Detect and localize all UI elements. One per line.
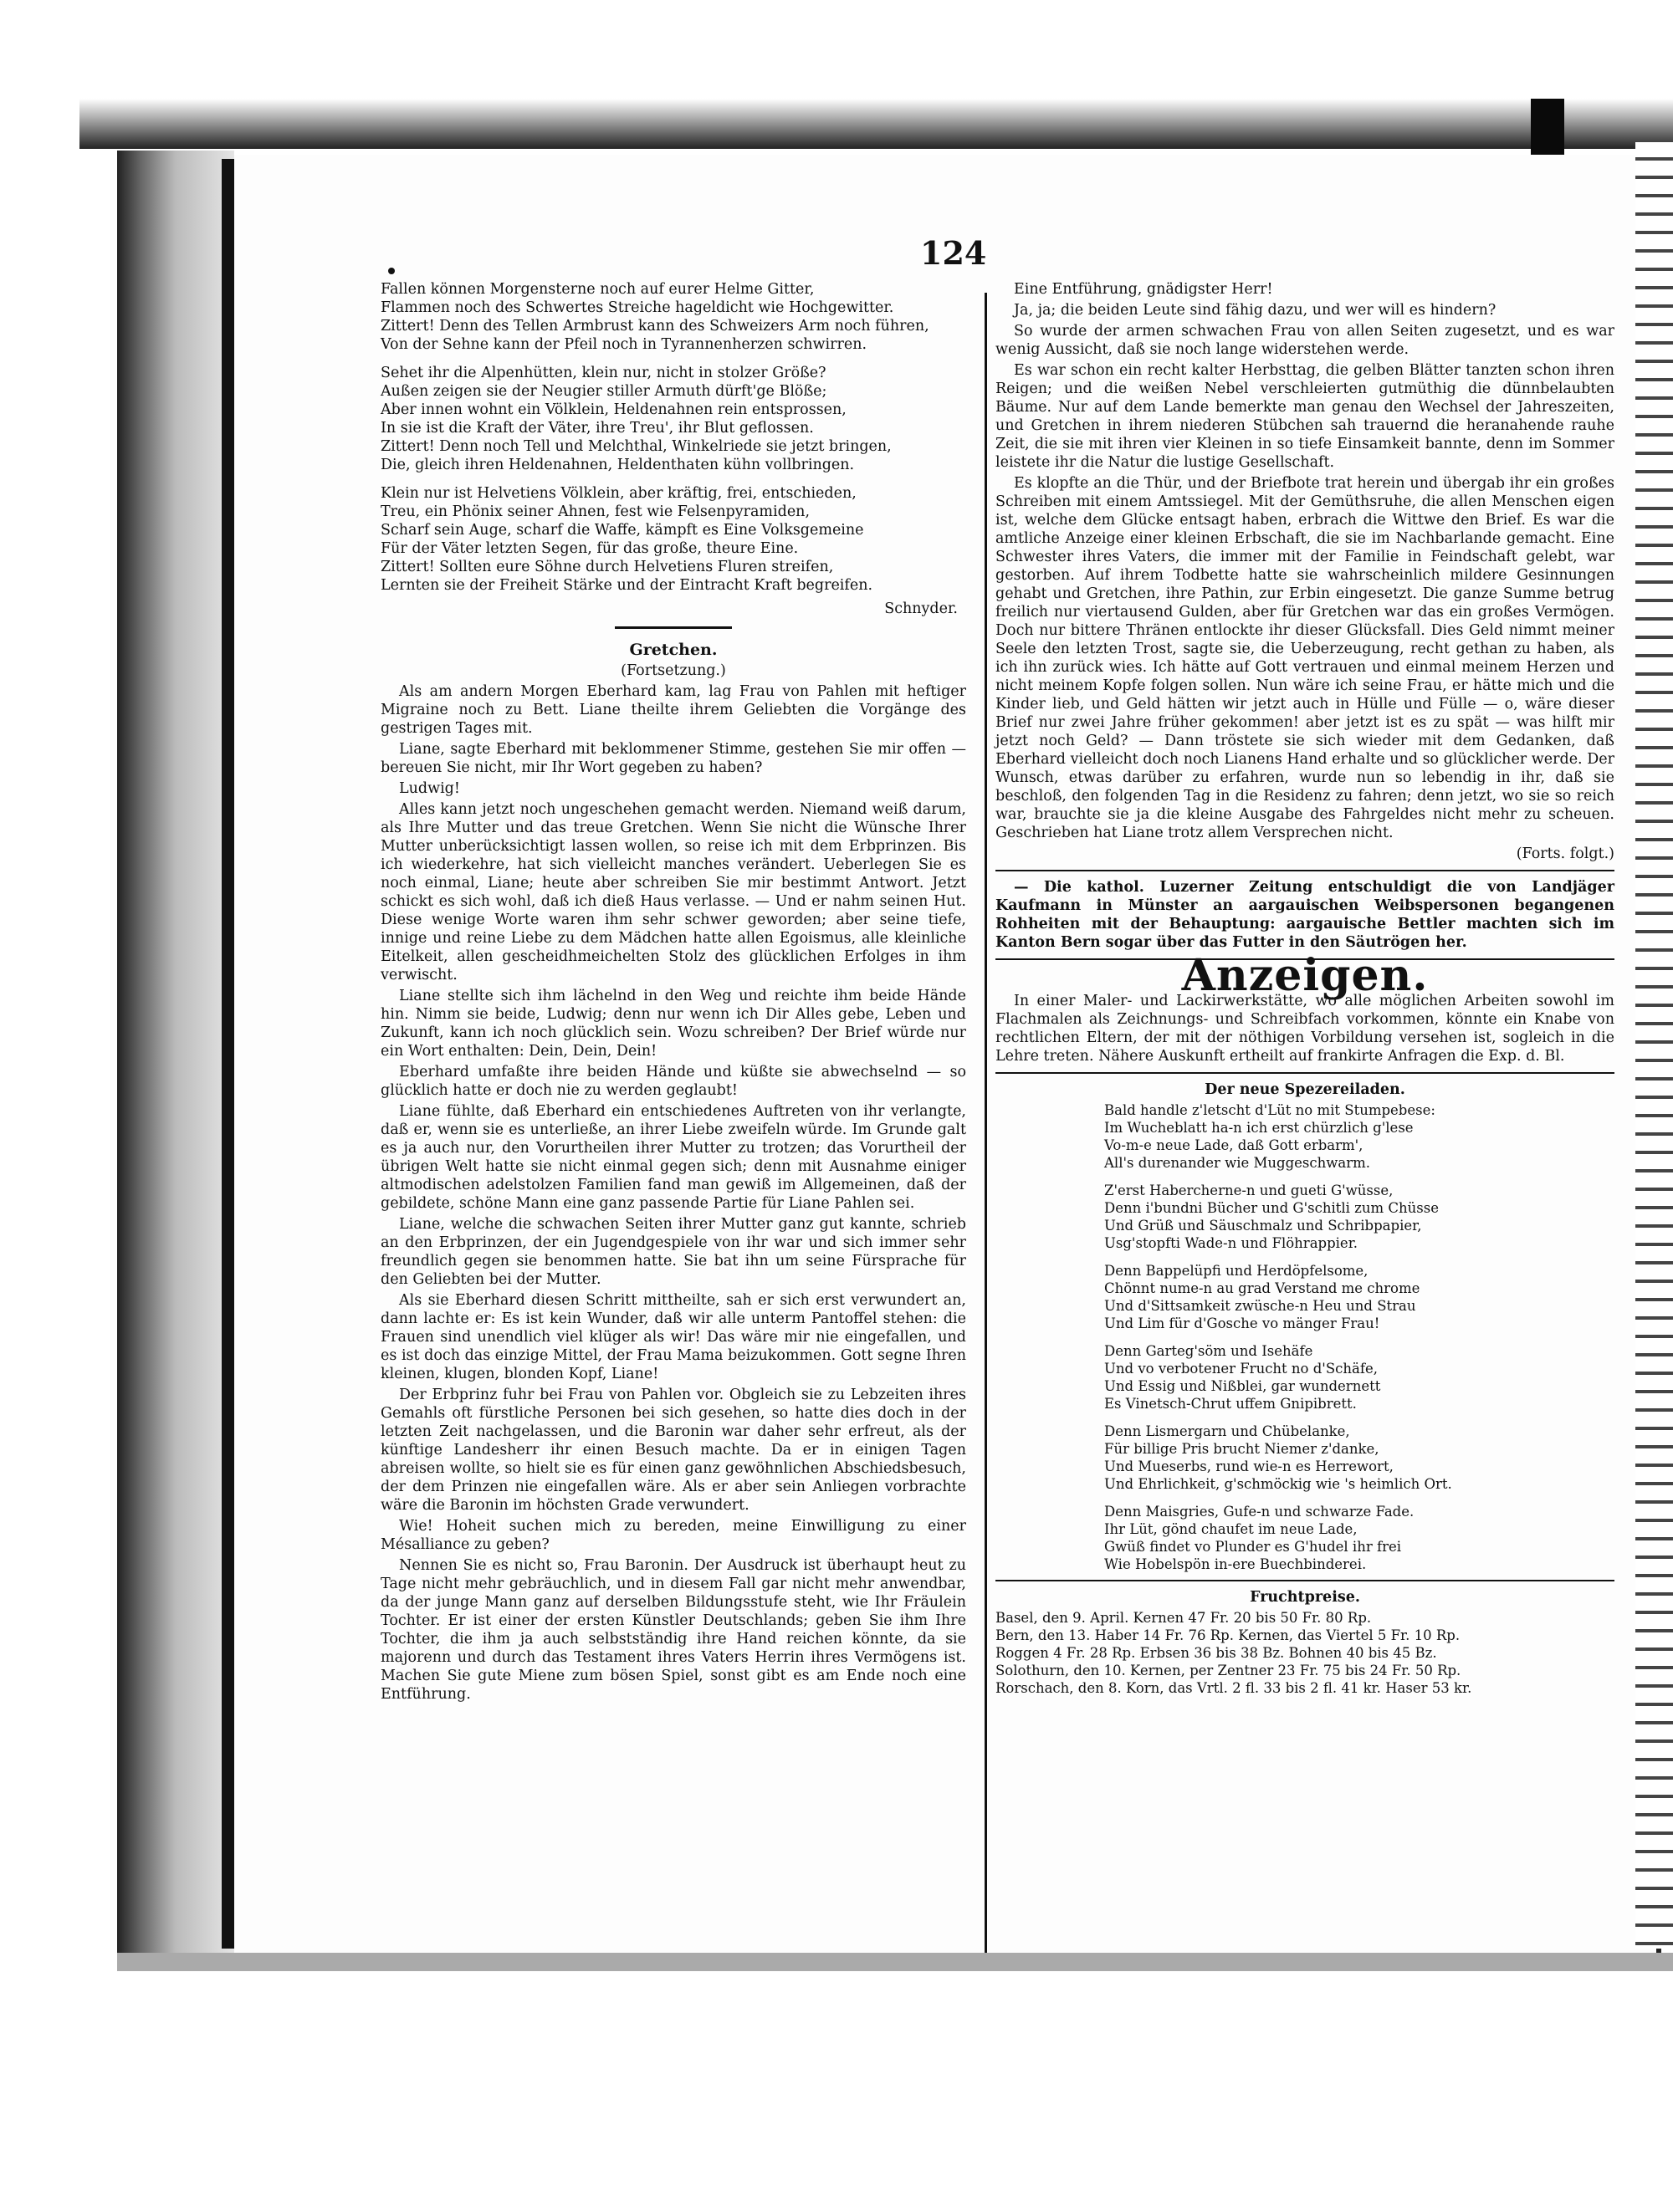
verse-line: Vo-m-e neue Lade, daß Gott erbarm', xyxy=(1104,1137,1363,1153)
market-title: Fruchtpreise. xyxy=(1250,1589,1360,1606)
market-line: Rorschach, den 8. Korn, das Vrtl. 2 fl. 33 bis 2 fl. 41 kr. Haser 53 kr. xyxy=(995,1680,1472,1696)
market-line: Solothurn, den 10. Kernen, per Zentner 23 Fr. 75 bis 24 Fr. 50 Rp. xyxy=(995,1663,1461,1678)
section-rule xyxy=(995,870,1614,871)
market-line: Basel, den 9. April. Kernen 47 Fr. 20 bis 50 Fr. 80 Rp. xyxy=(995,1610,1372,1626)
adjacent-page-edge xyxy=(1635,142,1673,1949)
verse-line: Und vo verbotener Frucht no d'Schäfe, xyxy=(1104,1361,1378,1377)
verse-line: Und Essig und Nißblei, gar wundernett xyxy=(1104,1378,1381,1394)
verse-line: Denn Bappelüpfi und Herdöpfelsome, xyxy=(1104,1263,1369,1279)
poem-signature: Schnyder. xyxy=(884,600,958,617)
section-rule xyxy=(995,1580,1614,1581)
verse-line: Für der Väter letzten Segen, für das große, theure Eine. xyxy=(381,540,799,557)
verse-line: Scharf sein Auge, scharf die Waffe, kämpft es Eine Volksgemeine xyxy=(381,522,864,539)
ads-title: Anzeigen. xyxy=(1181,950,1429,1001)
verse-line: Lernten sie der Freiheit Stärke und der Eintracht Kraft begreifen. xyxy=(381,577,873,594)
section-rule xyxy=(995,1072,1614,1074)
story-left-text xyxy=(381,682,966,1704)
verse-line: Zittert! Denn des Tellen Armbrust kann des Schweizers Arm noch führen, xyxy=(381,318,929,335)
story-title: Gretchen. xyxy=(629,641,718,659)
verse-line: Und Ehrlichkeit, g'schmöckig wie 's heimlich Ort. xyxy=(1104,1476,1452,1492)
shop-title: Der neue Spezereiladen. xyxy=(1205,1081,1405,1098)
paragraph: Als sie Eberhard diesen Schritt mittheilte, sah er sich erst verwundert an, dann lachte er: Es ist kein Wunder, daß wir alle unterm Pantoffel stehen: die Frauen sind unendlich viel klüger als wir! Das wäre mir nie eingefallen, und es ist doch das einzige Mittel, der Frau Mama beizukommen. Gott segne Ihren kleinen, klugen, blonden Kopf, Liane! xyxy=(381,1292,966,1382)
verse-line: Z'erst Habercherne-n und gueti G'wüsse, xyxy=(1104,1183,1394,1198)
story-subtitle: (Fortsetzung.) xyxy=(621,662,726,679)
stanza-gap xyxy=(1104,1413,1614,1423)
verse-line: Die, gleich ihren Heldenahnen, Heldenthaten kühn vollbringen. xyxy=(381,457,855,473)
paragraph: Liane, sagte Eberhard mit beklommener Stimme, gestehen Sie mir offen — bereuen Sie nicht, mir Ihr Wort gegeben zu haben? xyxy=(381,741,966,776)
book-spine xyxy=(117,151,234,1957)
paragraph: Es war schon ein recht kalter Herbsttag, die gelben Blätter tanzten schon ihren Reigen; und die weißen Nebel verschleierten gutmüthig die dünnbelaubten Bäume. Nur auf dem Lande bemerkte man genau den Wechsel der Jahreszeiten, und Gretchen in ihrem niederen Stübchen sah trauernd die heranahende rauhe Zeit, die sie mit ihren vier Kleinen in so tiefe Einsamkeit bannte, denn im Sommer leistete ihr die Natur die lustige Gesellschaft. xyxy=(995,362,1614,471)
section-rule xyxy=(615,626,732,629)
right-column xyxy=(995,280,1614,1697)
paragraph: Alles kann jetzt noch ungeschehen gemacht werden. Niemand weiß darum, als Ihre Mutter und das treue Gretchen. Wenn Sie nicht die Wünsche Ihrer Mutter unberücksichtigt lassen wollen, so reise ich mit dem Erbprinzen. Bis ich wiederkehre, hat sich vielleicht manches verändert. Ueberlegen Sie es noch einmal, Liane; heute aber schreiben Sie mir bestimmt Antwort. Jetzt schickt es sich wohl, daß ich dieß Haus verlasse. — Und er nahm seinen Hut. Diese wenige Worte waren ihm sehr schwer geworden; aber seine tiefe, innige und reine Liebe zu dem Mädchen hatte allen Egoismus, alle kleinliche Eitelkeit, allen gescheidhmeichelten Stolz des glücklichen Erfolges in ihm verwischt. xyxy=(381,801,966,983)
verse-line: Fallen können Morgensterne noch auf eurer Helme Gitter, xyxy=(381,281,815,298)
verse-line: All's durenander wie Muggeschwarm. xyxy=(1104,1155,1371,1171)
verse-line: Im Wucheblatt ha-n ich erst chürzlich g'lese xyxy=(1104,1120,1414,1136)
stanza-gap xyxy=(1104,1252,1614,1262)
verse-line: Flammen noch des Schwertes Streiche hageldicht wie Hochgewitter. xyxy=(381,299,894,316)
verse-line: Wie Hobelspön in-ere Buechbinderei. xyxy=(1104,1556,1367,1572)
verse-line: Bald handle z'letscht d'Lüt no mit Stumpebese: xyxy=(1104,1102,1435,1118)
story-right-text xyxy=(995,280,1614,842)
page-number: 124 xyxy=(920,234,987,272)
verse-line: Aber innen wohnt ein Völklein, Heldenahnen rein entsprossen, xyxy=(381,401,847,418)
verse-line: Chönnt nume-n au grad Verstand me chrome xyxy=(1104,1280,1420,1296)
stanza-gap xyxy=(1104,1172,1614,1182)
market-line: Roggen 4 Fr. 28 Rp. Erbsen 36 bis 38 Bz. Bohnen 40 bis 45 Bz. xyxy=(995,1645,1437,1661)
verse-line: Für billige Pris brucht Niemer z'danke, xyxy=(1104,1441,1379,1457)
verse-line: In sie ist die Kraft der Väter, ihre Treu', ihr Blut geflossen. xyxy=(381,420,814,437)
paragraph: Eberhard umfaßte ihre beiden Hände und küßte sie abwechselnd — so glücklich hatte er doch nie zu werden geglaubt! xyxy=(381,1064,966,1099)
verse-line: Zittert! Denn noch Tell und Melchthal, Winkelriede sie jetzt bringen, xyxy=(381,438,892,455)
verse-line: Es Vinetsch-Chrut uffem Gnipibrett. xyxy=(1104,1396,1357,1412)
verse-line: Denn Maisgries, Gufe-n und schwarze Fade. xyxy=(1104,1504,1415,1520)
shop-poem xyxy=(1104,1101,1614,1573)
left-column xyxy=(381,280,966,1706)
verse-line: Ihr Lüt, gönd chaufet im neue Lade, xyxy=(1104,1521,1358,1537)
apprentice-ad: In einer Maler- und Lackirwerkstätte, wo alle möglichen Arbeiten sowohl im Flachmalen als Zeichnungs- und Schreibfach vorkommen, könnte ein Knabe von rechtlichen Eltern, der mit der nöthigen Vorbildung versehen ist, sogleich in die Lehre treten. Nähere Auskunft ertheilt auf frankirte Anfragen die Exp. d. Bl. xyxy=(995,993,1614,1065)
paragraph: Liane, welche die schwachen Seiten ihrer Mutter ganz gut kannte, schrieb an den Erbprinzen, der ein Jugendgespiele von ihr war und sich immer sehr freundlich gegen sie benommen hatte. Sie bat ihn um seine Fürsprache für den Geliebten bei der Mutter. xyxy=(381,1216,966,1288)
column-divider xyxy=(985,293,987,1953)
scan-shadow-bottom xyxy=(117,1953,1673,1971)
stanza-gap xyxy=(1104,1332,1614,1342)
ink-dot xyxy=(388,268,395,274)
poem xyxy=(381,280,966,595)
verse-line: Und Mueserbs, rund wie-n es Herrewort, xyxy=(1104,1458,1394,1474)
verse-line: Denn i'bundni Bücher und G'schitli zum Chüsse xyxy=(1104,1200,1439,1216)
paragraph: Wie! Hoheit suchen mich zu bereden, meine Einwilligung zu einer Mésalliance zu geben? xyxy=(381,1518,966,1553)
stanza-gap xyxy=(381,474,966,484)
verse-line: Und Grüß und Säuschmalz und Schribpapier, xyxy=(1104,1218,1422,1234)
paragraph: Der Erbprinz fuhr bei Frau von Pahlen vor. Obgleich sie zu Lebzeiten ihres Gemahls oft fürstliche Personen bei sich gesehen, so hatte dies doch in der letzten Zeit nachgelassen, und die Baronin war daher sehr erfreut, als der künftige Landesherr ihr einen Besuch machte. Da er in einigen Tagen abreisen wollte, so hielt sie es für einen ganz gewöhnlichen Abschiedsbesuch, der dem Prinzen nie eingefallen wäre. Als er aber sein Anliegen vorbrachte wäre die Baronin im höchsten Grade verwundert. xyxy=(381,1387,966,1514)
verse-line: Zittert! Sollten eure Söhne durch Helvetiens Fluren streifen, xyxy=(381,559,834,575)
paragraph: Nennen Sie es nicht so, Frau Baronin. Der Ausdruck ist überhaupt heut zu Tage nicht mehr gebräuchlich, und in diesem Fall gar nicht mehr anwendbar, da der junge Mann ganz auf derselben Bildungsstufe steht, wie Ihr Fräulein Tochter. Er ist einer der ersten Künstler Deutschlands; geben Sie ihm Ihre Tochter, die ihm ja auch selbstständig ihre Hand reichen könnte, da sie majorenn und durch das Testament ihres Vaters Herrin ihres Vermögens ist. Machen Sie gute Miene zum bösen Spiel, sonst gibt es am Ende noch eine Entführung. xyxy=(381,1557,966,1703)
stanza-gap xyxy=(381,354,966,364)
stanza-gap xyxy=(1104,1493,1614,1503)
paragraph: Ja, ja; die beiden Leute sind fähig dazu, und wer will es hindern? xyxy=(1014,302,1496,319)
paragraph: So wurde der armen schwachen Frau von allen Seiten zugesetzt, und es war wenig Aussicht, daß sie noch lange widerstehen werde. xyxy=(995,323,1614,358)
verse-line: Und d'Sittsamkeit zwüsche-n Heu und Strau xyxy=(1104,1298,1416,1314)
paragraph: Liane fühlte, daß Eberhard ein entschiedenes Auftreten von ihr verlangte, daß er, wenn sie es unterließe, an ihrer Liebe zweifeln würde. Im Grunde galt es ja auch nur, den Vorurtheilen ihrer Mutter zu trotzen; das Vorurtheil der übrigen Welt hatte sie nicht einmal gegen sich; denn mit Ausnahme einiger altmodischen adelstolzen Familien fand man gewiß im Allgemeinen, daß der gebildete, schöne Mann eine ganz passende Partie für Liane Pahlen sei. xyxy=(381,1103,966,1212)
verse-line: Außen zeigen sie der Neugier stiller Armuth dürft'ge Blöße; xyxy=(381,383,827,400)
verse-line: Sehet ihr die Alpenhütten, klein nur, nicht in stolzer Größe? xyxy=(381,365,826,381)
verse-line: Treu, ein Phönix seiner Ahnen, fest wie Felsenpyramiden, xyxy=(381,503,811,520)
scan-shadow-top xyxy=(79,99,1673,149)
paragraph: Liane stellte sich ihm lächelnd in den Weg und reichte ihm beide Hände hin. Nimm sie beide, Ludwig; denn nur wenn ich Dir Alles gebe, Leben und Zukunft, kann ich noch glücklich sein. Wozu schreiben? Der Brief würde nur ein Wort enthalten: Dein, Dein, Dein! xyxy=(381,988,966,1060)
story-continuation: (Forts. folgt.) xyxy=(1516,845,1614,862)
verse-line: Usg'stopfti Wade-n und Flöhrappier. xyxy=(1104,1235,1358,1251)
market-line: Bern, den 13. Haber 14 Fr. 76 Rp. Kernen, das Viertel 5 Fr. 10 Rp. xyxy=(995,1627,1461,1643)
paragraph: Es klopfte an die Thür, und der Briefbote trat herein und übergab ihr ein großes Schreiben mit einem Amtssiegel. Mit der Gemüthsruhe, die allen Menschen eigen ist, welche dem Glücke entsagt haben, erbrach die Wittwe den Brief. Es war die amtliche Anzeige einer kleinen Erbschaft, die sie im Nachbarlande gemacht. Eine Schwester ihres Vaters, die immer mit der Familie in Feindschaft gelebt, war gestorben. Auf ihrem Todbette hatte sie wahrscheinlich mildere Gesinnungen gehabt und Gretchen, ihre Pathin, zur Erbin eingesetzt. Die ganze Summe betrug freilich nur viertausend Gulden, aber für Gretchen war das ein großes Vermögen. Doch nur bittere Thränen entlockte ihr dieser Glücksfall. Dies Geld nimmt meiner Seele den letzten Trost, sagte sie, die Ueberzeugung, recht gethan zu haben, als ich ihn zurück wies. Ich hätte auf Gott vertrauen und einmal meinem Herzen und nicht meinem Kopfe folgen sollen. Nun wäre ich seine Frau, er hätte mich und die Kinder lieb, und Geld hätten wir jetzt auch in Hülle und Fülle — o, wäre dieser Brief nur zwei Jahre früher gekommen! aber jetzt ist es zu spät — was hilft mir jetzt noch Geld? — Dann tröstete sie sich wieder mit dem Gedanken, daß Eberhard vielleicht doch noch Lianens Hand erhalte und so glücklicher werde. Der Wunsch, etwas darüber zu erfahren, wurde nun so lebendig in ihr, daß sie beschloß, den folgenden Tag in die Residenz zu fahren; denn jetzt, wo sie so reich war, brauchte sie ja die kleine Ausgabe des Fahrgeldes nicht mehr zu scheuen. Geschrieben hat Liane trotz allem Versprechen nicht. xyxy=(995,475,1614,841)
market-prices xyxy=(995,1609,1614,1697)
paragraph: Eine Entführung, gnädigster Herr! xyxy=(1014,281,1273,298)
paragraph: Ludwig! xyxy=(399,780,460,797)
verse-line: Gwüß findet vo Plunder es G'hudel ihr frei xyxy=(1104,1539,1401,1555)
verse-line: Denn Garteg'söm und Isehäfe xyxy=(1104,1343,1313,1359)
verse-line: Klein nur ist Helvetiens Völklein, aber kräftig, frei, entschieden, xyxy=(381,485,857,502)
verse-line: Und Lim für d'Gosche vo mänger Frau! xyxy=(1104,1315,1380,1331)
paragraph: Als am andern Morgen Eberhard kam, lag Frau von Pahlen mit heftiger Migraine noch zu Bett. Liane theilte ihrem Geliebten die Vorgänge des gestrigen Tages mit. xyxy=(381,683,966,737)
news-item: — Die kathol. Luzerner Zeitung entschuldigt die von Landjäger Kaufmann in Münster an aargauischen Weibspersonen begangenen Rohheiten mit der Behauptung: aargauische Bettler machten sich im Kanton Bern sogar über das Futter in den Säutrögen her. xyxy=(995,879,1614,951)
verse-line: Denn Lismergarn und Chübelanke, xyxy=(1104,1423,1350,1439)
verse-line: Von der Sehne kann der Pfeil noch in Tyrannenherzen schwirren. xyxy=(381,336,867,353)
